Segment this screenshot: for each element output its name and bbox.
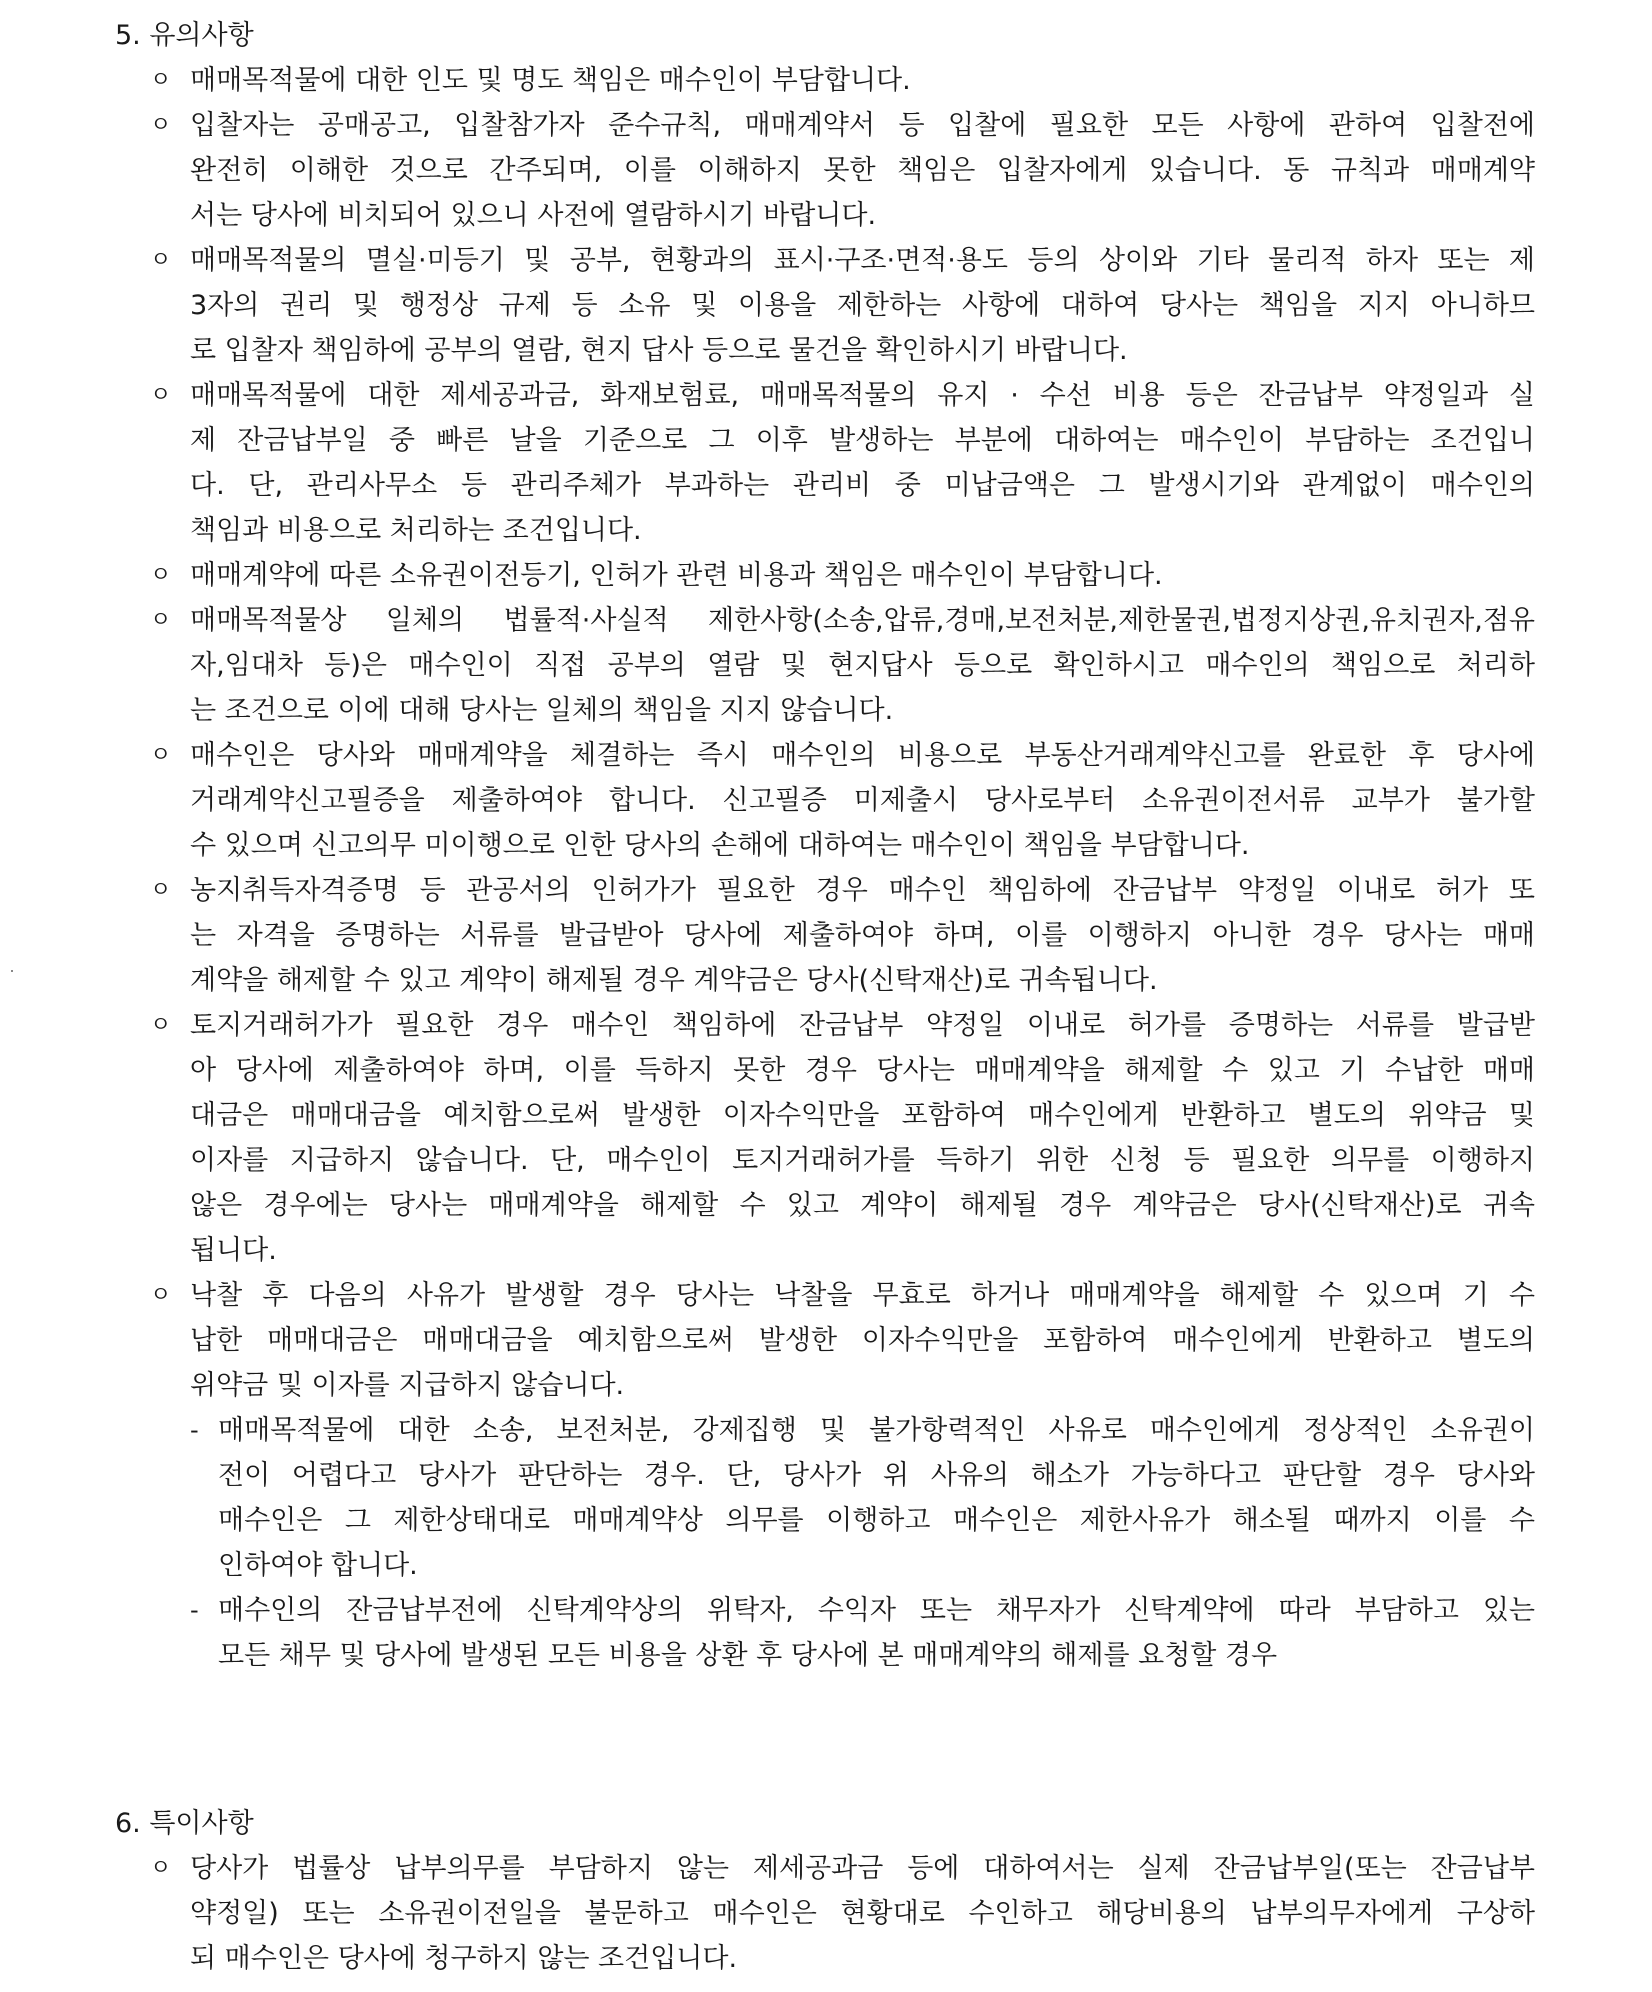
text-line: 계약을 해제할 수 있고 계약이 해제될 경우 계약금은 당사(신탁재산)로 귀속됩니다.	[190, 965, 1158, 996]
text-line: 책임과 비용으로 처리하는 조건입니다.	[190, 515, 642, 546]
text-line: 당사가 법률상 납부의무를 부담하지 않는 제세공과금 등에 대하여서는 실제 잔금납부일(또는 잔금납부	[190, 1853, 1535, 1884]
text-line: 3자의 권리 및 행정상 규제 등 소유 및 이용을 제한하는 사항에 대하여 당사는 책임을 지지 아니하므	[190, 290, 1535, 321]
text-line: 매매목적물에 대한 인도 및 명도 책임은 매수인이 부담합니다.	[190, 65, 911, 96]
text-line: 토지거래허가가 필요한 경우 매수인 책임하에 잔금납부 약정일 이내로 허가를 증명하는 서류를 발급받	[190, 1010, 1535, 1041]
bullet-marker: ㅇ	[150, 113, 172, 138]
text-line: 다. 단, 관리사무소 등 관리주체가 부과하는 관리비 중 미납금액은 그 발생시기와 관계없이 매수인의	[190, 470, 1535, 501]
text-line: 자,임대차 등)은 매수인이 직접 공부의 열람 및 현지답사 등으로 확인하시고 매수인의 책임으로 처리하	[190, 650, 1535, 681]
text-line: 농지취득자격증명 등 관공서의 인허가가 필요한 경우 매수인 책임하에 잔금납부 약정일 이내로 허가 또	[190, 875, 1535, 906]
text-line: 수 있으며 신고의무 미이행으로 인한 당사의 손해에 대하여는 매수인이 책임을 부담합니다.	[190, 830, 1250, 861]
text-line: 제 잔금납부일 중 빠른 날을 기준으로 그 이후 발생하는 부분에 대하여는 매수인이 부담하는 조건입니	[190, 425, 1535, 456]
text-line: 매수인은 그 제한상태대로 매매계약상 의무를 이행하고 매수인은 제한사유가 해소될 때까지 이를 수	[218, 1505, 1535, 1536]
text-line: 매매계약에 따른 소유권이전등기, 인허가 관련 비용과 책임은 매수인이 부담합니다.	[190, 560, 1163, 591]
bullet-marker: ㅇ	[150, 1856, 172, 1881]
bullet-marker: ㅇ	[150, 68, 172, 93]
text-line: 모든 채무 및 당사에 발생된 모든 비용을 상환 후 당사에 본 매매계약의 해제를 요청할 경우	[218, 1640, 1278, 1671]
text-line: 매매목적물에 대한 소송, 보전처분, 강제집행 및 불가항력적인 사유로 매수인에게 정상적인 소유권이	[218, 1415, 1535, 1446]
dash-marker: -	[190, 1416, 199, 1444]
bullet-marker: ㅇ	[150, 1283, 172, 1308]
section-heading: 5. 유의사항	[115, 20, 254, 51]
scan-speck	[11, 970, 13, 972]
bullet-marker: ㅇ	[150, 248, 172, 273]
text-line: 로 입찰자 책임하에 공부의 열람, 현지 답사 등으로 물건을 확인하시기 바랍니다.	[190, 335, 1128, 366]
text-line: 대금은 매매대금을 예치함으로써 발생한 이자수익만을 포함하여 매수인에게 반환하고 별도의 위약금 및	[190, 1100, 1535, 1131]
text-line: 낙찰 후 다음의 사유가 발생할 경우 당사는 낙찰을 무효로 하거나 매매계약을 해제할 수 있으며 기 수	[190, 1280, 1535, 1311]
text-line: 인하여야 합니다.	[218, 1550, 418, 1581]
text-line: 는 자격을 증명하는 서류를 발급받아 당사에 제출하여야 하며, 이를 이행하지 아니한 경우 당사는 매매	[190, 920, 1535, 951]
text-line: 거래계약신고필증을 제출하여야 합니다. 신고필증 미제출시 당사로부터 소유권이전서류 교부가 불가할	[190, 785, 1535, 816]
text-line: 입찰자는 공매공고, 입찰참가자 준수규칙, 매매계약서 등 입찰에 필요한 모든 사항에 관하여 입찰전에	[190, 110, 1535, 141]
bullet-marker: ㅇ	[150, 563, 172, 588]
text-line: 약정일) 또는 소유권이전일을 불문하고 매수인은 현황대로 수인하고 해당비용의 납부의무자에게 구상하	[190, 1898, 1535, 1929]
bullet-marker: ㅇ	[150, 878, 172, 903]
text-line: 않은 경우에는 당사는 매매계약을 해제할 수 있고 계약이 해제될 경우 계약금은 당사(신탁재산)로 귀속	[190, 1190, 1535, 1221]
bullet-marker: ㅇ	[150, 608, 172, 633]
text-line: 완전히 이해한 것으로 간주되며, 이를 이해하지 못한 책임은 입찰자에게 있습니다. 동 규칙과 매매계약	[190, 155, 1535, 186]
text-line: 매수인의 잔금납부전에 신탁계약상의 위탁자, 수익자 또는 채무자가 신탁계약에 따라 부담하고 있는	[218, 1595, 1535, 1626]
text-line: 됩니다.	[190, 1235, 277, 1266]
dash-marker: -	[190, 1596, 199, 1624]
text-line: 되 매수인은 당사에 청구하지 않는 조건입니다.	[190, 1943, 738, 1974]
text-line: 매매목적물에 대한 제세공과금, 화재보험료, 매매목적물의 유지 · 수선 비용 등은 잔금납부 약정일과 실	[190, 380, 1535, 411]
bullet-marker: ㅇ	[150, 743, 172, 768]
bullet-marker: ㅇ	[150, 383, 172, 408]
text-line: 매매목적물의 멸실·미등기 및 공부, 현황과의 표시·구조·면적·용도 등의 상이와 기타 물리적 하자 또는 제	[190, 245, 1535, 276]
bullet-marker: ㅇ	[150, 1013, 172, 1038]
section-heading: 6. 특이사항	[115, 1808, 254, 1839]
text-line: 납한 매매대금은 매매대금을 예치함으로써 발생한 이자수익만을 포함하여 매수인에게 반환하고 별도의	[190, 1325, 1535, 1356]
text-line: 는 조건으로 이에 대해 당사는 일체의 책임을 지지 않습니다.	[190, 695, 894, 726]
text-line: 아 당사에 제출하여야 하며, 이를 득하지 못한 경우 당사는 매매계약을 해제할 수 있고 기 수납한 매매	[190, 1055, 1535, 1086]
text-line: 전이 어렵다고 당사가 판단하는 경우. 단, 당사가 위 사유의 해소가 가능하다고 판단할 경우 당사와	[218, 1460, 1535, 1491]
text-line: 매수인은 당사와 매매계약을 체결하는 즉시 매수인의 비용으로 부동산거래계약신고를 완료한 후 당사에	[190, 740, 1535, 771]
text-line: 위약금 및 이자를 지급하지 않습니다.	[190, 1370, 625, 1401]
text-line: 서는 당사에 비치되어 있으니 사전에 열람하시기 바랍니다.	[190, 200, 877, 231]
text-line: 이자를 지급하지 않습니다. 단, 매수인이 토지거래허가를 득하기 위한 신청 등 필요한 의무를 이행하지	[190, 1145, 1535, 1176]
text-line: 매매목적물상 일체의 법률적·사실적 제한사항(소송,압류,경매,보전처분,제한물권,법정지상권,유치권자,점유	[190, 605, 1535, 636]
